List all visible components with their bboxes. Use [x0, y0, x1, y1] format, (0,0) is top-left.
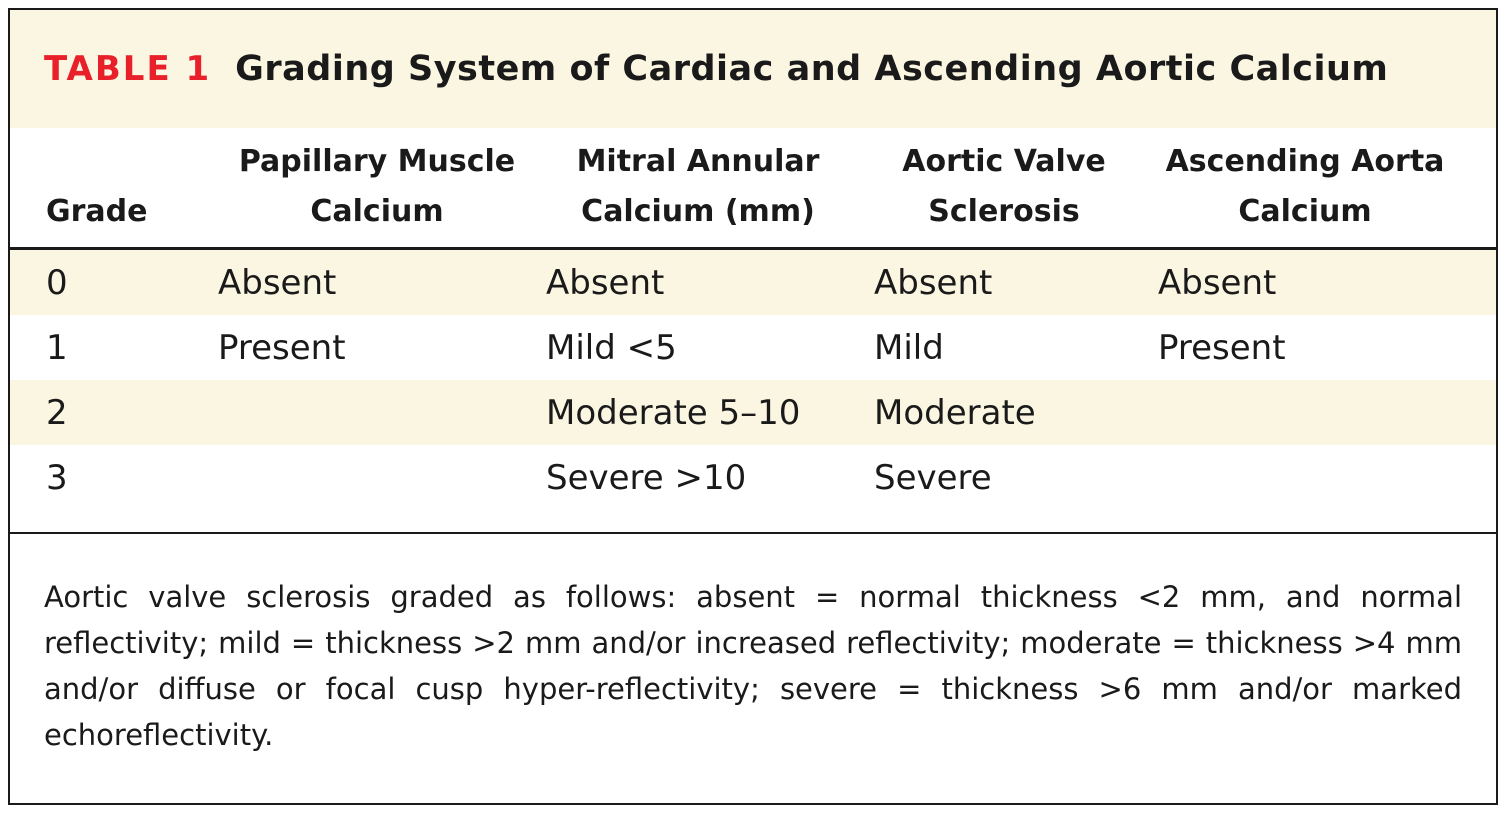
cell-grade: 3 [46, 457, 68, 498]
cell-mitral: Severe >10 [546, 457, 747, 498]
cell-papillary: Present [218, 327, 346, 368]
column-header-ascending-aorta-calcium: Ascending Aorta Calcium [1165, 144, 1445, 229]
table-row [10, 315, 1496, 380]
cell-mitral: Mild <5 [546, 327, 677, 368]
column-header-mitral-annular-calcium: Mitral Annular Calcium (mm) [576, 144, 820, 229]
column-header-papillary-muscle-calcium: Papillary Muscle Calcium [238, 144, 516, 229]
table-title: Grading System of Cardiac and Ascending Aortic Calcium [235, 49, 1389, 89]
cell-aortic-valve: Moderate [874, 392, 1036, 433]
table-footnote: Aortic valve sclerosis graded as follows: absent = normal thickness <2 mm, and normal reflectivity; mild = thickness >2 mm and/or increased reflectivity; moderate = thickness >4 mm and/or diffuse or focal cusp hyper-reflectivity; severe = thickness >6 mm and/or marked echoreflectivity. [44, 580, 1462, 752]
table-row [10, 380, 1496, 445]
cell-papillary: Absent [218, 262, 337, 303]
cell-aortic-valve: Absent [874, 262, 993, 303]
table-title-bar [10, 10, 1496, 128]
cell-grade: 0 [46, 262, 68, 303]
column-header-aortic-valve-sclerosis: Aortic Valve Sclerosis [902, 144, 1106, 229]
cell-mitral: Absent [546, 262, 665, 303]
table-container [8, 8, 1498, 805]
table-label: TABLE 1 [44, 49, 212, 89]
table-header-row [10, 128, 1496, 250]
column-header-grade: Grade [46, 194, 148, 229]
cell-grade: 2 [46, 392, 68, 433]
cell-grade: 1 [46, 327, 68, 368]
cell-aortic-valve: Severe [874, 457, 992, 498]
table-row [10, 250, 1496, 315]
cell-mitral: Moderate 5–10 [546, 392, 801, 433]
cell-ascending: Present [1158, 327, 1286, 368]
table-row [10, 445, 1496, 510]
cell-aortic-valve: Mild [874, 327, 944, 368]
table-body [10, 250, 1496, 534]
cell-ascending: Absent [1158, 262, 1277, 303]
